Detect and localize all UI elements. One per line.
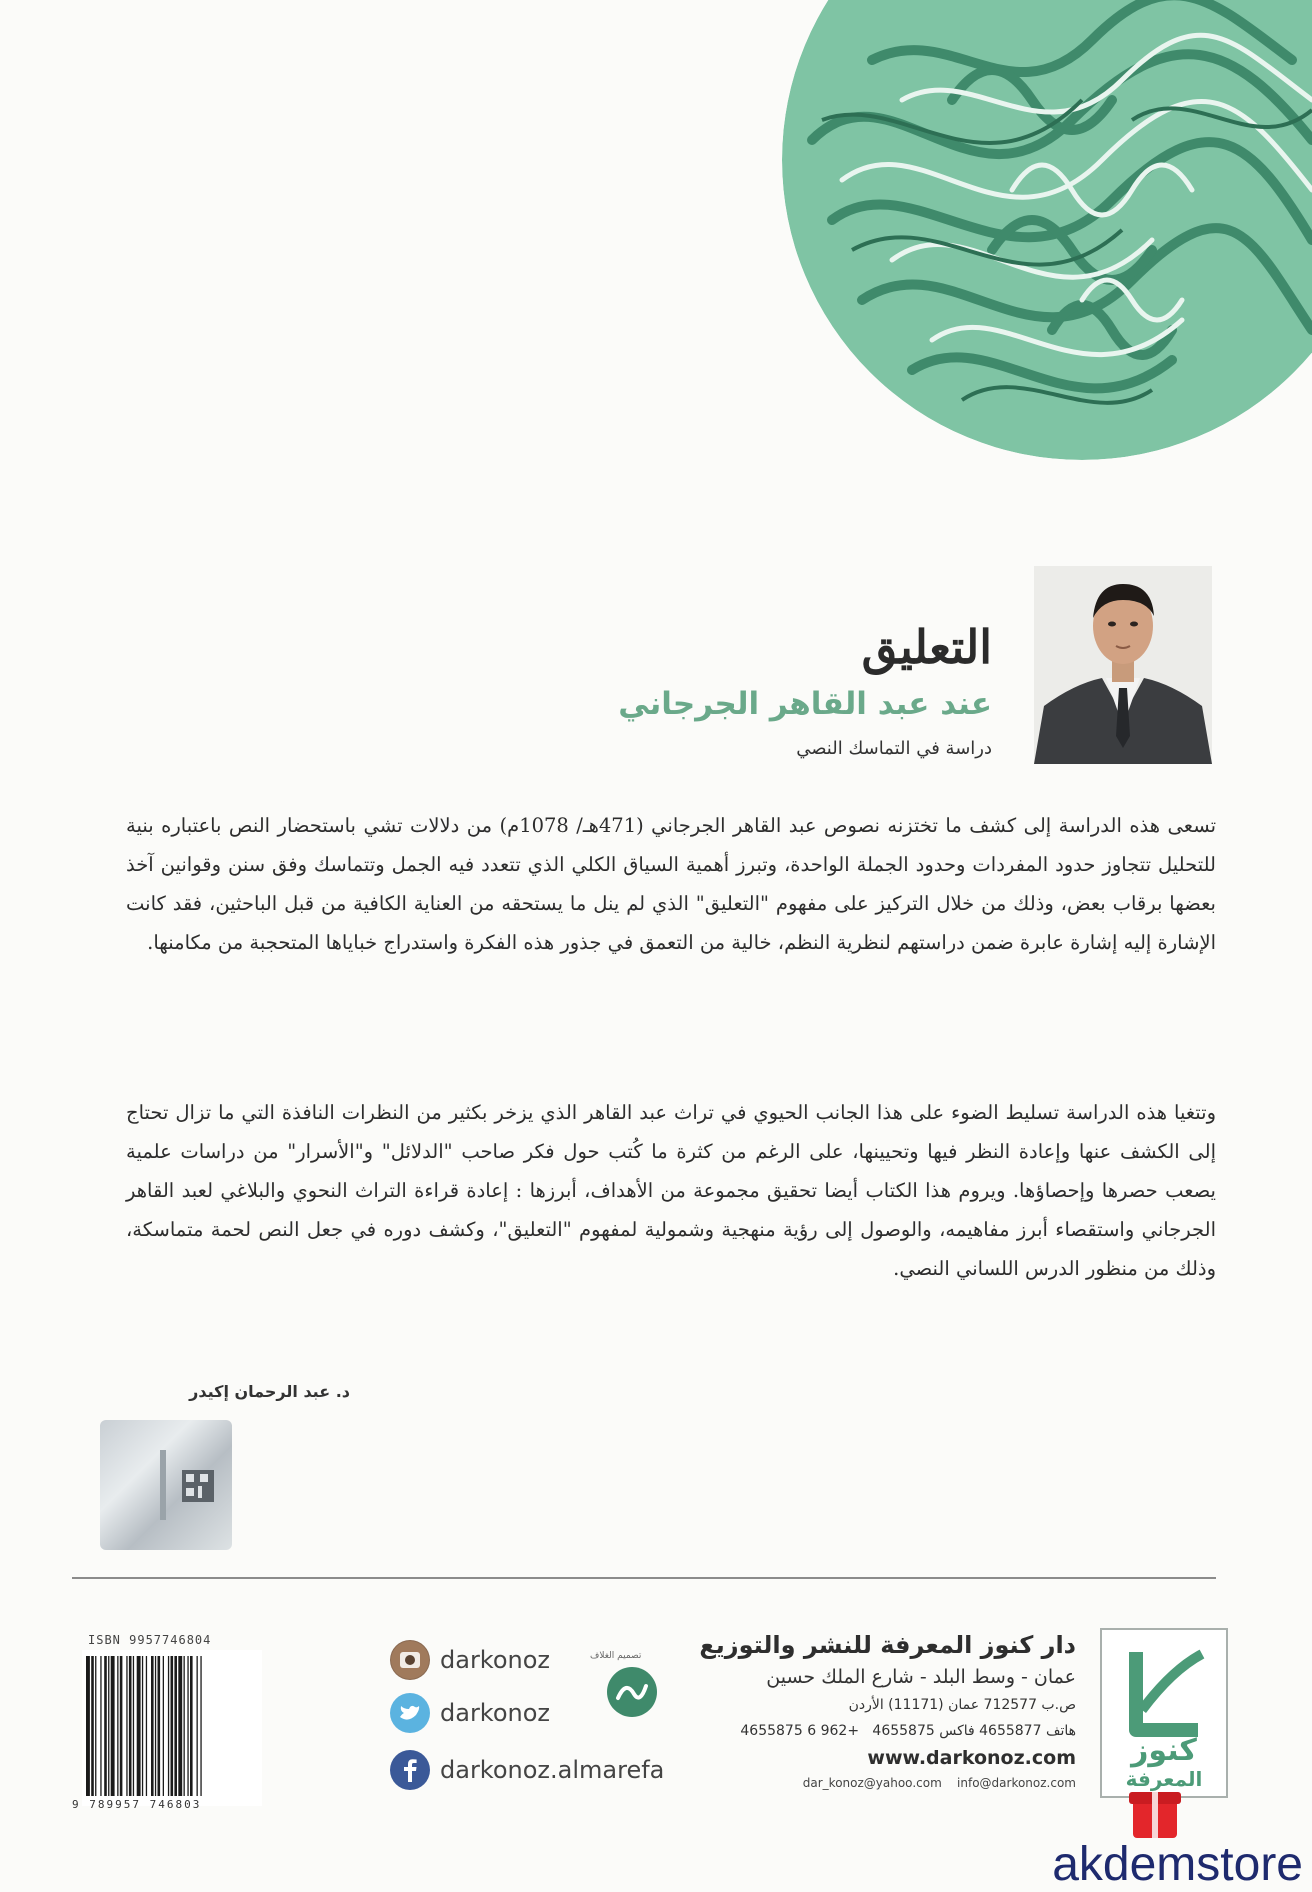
author-photo bbox=[1034, 566, 1212, 764]
publisher-email-1[interactable]: info@darkonoz.com bbox=[957, 1776, 1076, 1790]
divider-line bbox=[72, 1577, 1216, 1579]
book-subtitle: عند عبد القاهر الجرجاني bbox=[618, 686, 992, 722]
isbn-label: ISBN 9957746804 bbox=[88, 1633, 212, 1647]
publisher-website[interactable]: www.darkonoz.com bbox=[867, 1747, 1076, 1769]
facebook-icon bbox=[390, 1750, 430, 1790]
designer-logo bbox=[606, 1666, 658, 1718]
book-title: التعليق bbox=[861, 620, 992, 674]
blurb-paragraph-2: وتتغيا هذه الدراسة تسليط الضوء على هذا الجانب الحيوي في تراث عبد القاهر الذي يزخر بكثير من النظرات النافذة التي ما تزال تحتاج إلى الكشف عنها وإعادة النظر فيها وتحيينها، على الرغم من كثرة ما كُتب حول فكر صاحب "الدلائل" و"الأسرار" من دراسات علمية يصعب حصرها وإحصاؤها. ويروم هذا الكتاب أيضا تحقيق مجموعة من الأهداف، أبرزها : إعادة قراءة التراث النحوي والبلاغي لعبد القاهر الجرجاني واستقصاء أبرز مفاهيمه، والوصول إلى رؤية منهجية وشمولية لمفهوم "التعليق"، وكشف دوره في جعل النص لحمة متماسكة، وذلك من منظور الدرس اللساني النصي. bbox=[126, 1101, 1216, 1280]
store-name: akdemstore bbox=[1052, 1838, 1303, 1888]
twitter-handle: darkonoz bbox=[440, 1699, 551, 1727]
barcode bbox=[82, 1650, 262, 1806]
publisher-phone bbox=[699, 1718, 1076, 1744]
publisher-logo-text-top: كنوز bbox=[1131, 1733, 1197, 1768]
instagram-handle: darkonoz bbox=[440, 1646, 551, 1674]
author-signature: د. عبد الرحمان إكيدر bbox=[189, 1382, 350, 1401]
publisher-logo bbox=[1100, 1628, 1228, 1798]
social-twitter[interactable] bbox=[390, 1693, 550, 1733]
publisher-email-2[interactable]: dar_konoz@yahoo.com bbox=[802, 1776, 942, 1790]
calligraphy-artwork bbox=[752, 0, 1312, 470]
gift-box-icon bbox=[1129, 1792, 1181, 1838]
publisher-info bbox=[699, 1628, 1076, 1794]
publisher-name: دار كنوز المعرفة للنشر والتوزيع bbox=[699, 1631, 1076, 1659]
publisher-logo-text-bottom: المعرفة bbox=[1125, 1767, 1203, 1791]
book-tagline: دراسة في التماسك النصي bbox=[796, 738, 992, 759]
publisher-address-1: عمان - وسط البلد - شارع الملك حسين bbox=[766, 1666, 1076, 1688]
publisher-address-2: ص.ب 712577 عمان (11171) الأردن bbox=[848, 1697, 1076, 1713]
publisher-phone-intl: +962 6 4655875 bbox=[740, 1723, 860, 1739]
store-watermark bbox=[1005, 1784, 1305, 1888]
publisher-phone-local: هاتف 4655877 فاكس 4655875 bbox=[872, 1723, 1076, 1739]
blurb-paragraph-1: تسعى هذه الدراسة إلى كشف ما تختزنه نصوص عبد القاهر الجرجاني (471هـ/ 1078م) من دلالات تشي باستحضار النص باعتباره بنية للتحليل تتجاوز حدود المفردات وحدود الجملة الواحدة، وتبرز أهمية السياق الكلي الذي تتعدد فيه الجمل وتتماسك وفق سنن وقوانين آخذ بعضها برقاب بعض، وذلك من خلال التركيز على مفهوم "التعليق" الذي لم ينل ما يستحقه من العناية الكافية من قبل الباحثين، فقد كانت الإشارة إليه إشارة عابرة ضمن دراستهم لنظرية النظم، خالية من التعمق في جذور هذه الفكرة واستدراج خباياها المتحجبة من مكامنها. bbox=[126, 814, 1217, 954]
instagram-icon bbox=[390, 1640, 430, 1680]
twitter-icon bbox=[390, 1693, 430, 1733]
social-facebook[interactable] bbox=[390, 1750, 664, 1790]
design-credit: تصميم الغلاف bbox=[590, 1651, 642, 1661]
social-instagram[interactable] bbox=[390, 1640, 550, 1680]
hologram-sticker bbox=[100, 1420, 232, 1550]
facebook-handle: darkonoz.almarefa bbox=[440, 1756, 665, 1784]
barcode-digits: 9 789957 746803 bbox=[72, 1798, 202, 1811]
